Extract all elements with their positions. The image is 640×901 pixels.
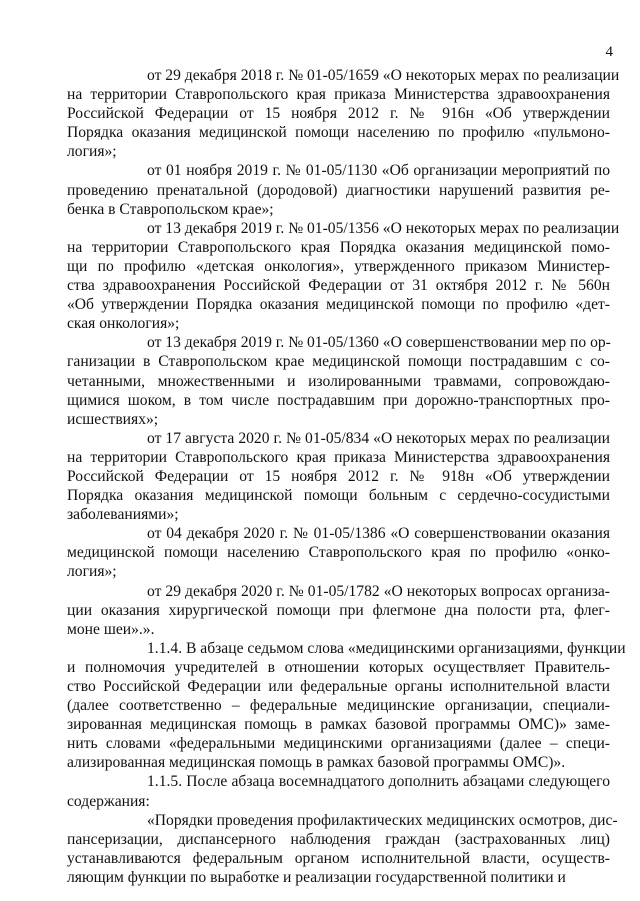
text-line: логия»; [67,143,117,161]
text-line: Порядка оказания медицинской помощи населению по профилю «пульмоно- [67,124,610,142]
text-line: от 13 декабря 2019 г. № 01-05/1360 «О совершенствовании мер по ор- [147,334,611,352]
page-number: 4 [605,44,613,60]
text-line: и полномочия учредителей в отношении которых осуществляет Правитель- [67,658,610,676]
text-line: от 29 декабря 2018 г. № 01-05/1659 «О некоторых мерах по реализации [147,67,620,84]
text-line: от 04 декабря 2020 г. № 01-05/1386 «О совершенствовании оказания [147,525,610,543]
paragraph-p4 [67,333,611,428]
text-line: на территории Ставропольского края приказа Министерства здравоохранения [67,86,610,104]
paragraph-p10 [67,811,618,887]
text-line: логия»; [67,563,117,581]
text-line: Российской Федерации от 15 ноября 2012 г. № 918н «Об утверждении [67,467,610,485]
text-line: пансеризации, диспансерного наблюдения граждан (застрахованных лиц) [67,830,610,848]
text-line: от 17 августа 2020 г. № 01-05/834 «О некоторых мерах по реализации [147,429,610,447]
text-line: содержания: [67,792,150,810]
text-line: ализированная медицинская помощь в рамках базовой программы ОМС)». [67,754,566,772]
paragraph-p6 [67,524,610,581]
text-line: 1.1.5. После абзаца восемнадцатого дополнить абзацами следующего [147,773,610,791]
text-line: ства здравоохранения Российской Федерации от 31 октября 2012 г. № 560н [67,277,610,295]
paragraph-p3 [67,219,620,334]
text-line: «Порядки проведения профилактических медицинских осмотров, дис- [147,811,618,829]
text-line: заболеваниями»; [67,506,179,524]
text-line: зированная медицинская помощь в рамках базовой программы ОМС)» заме- [67,716,610,734]
text-line: «Об утверждении Порядка оказания медицинской помощи по профилю «дет- [67,296,610,314]
text-line: 1.1.4. В абзаце седьмом слова «медицинскими организациями, функции [147,639,626,657]
text-line: медицинской помощи населению Ставропольского края по профилю «онко- [67,544,610,562]
text-line: ганизации в Ставропольском крае медицинской помощи пострадавшим с со- [67,353,610,371]
text-line: (далее соответственно – федеральные медицинские организации, специали- [67,697,610,715]
text-line: нить словами «федеральными медицинскими организациями (далее – специ- [67,735,610,753]
paragraph-p2 [67,161,610,218]
text-line: исшествиях»; [67,410,159,428]
paragraph-p1 [67,66,620,161]
text-line: от 29 декабря 2020 г. № 01-05/1782 «О некоторых вопросах организа- [147,582,610,600]
text-line: бенка в Ставропольском крае»; [67,200,274,218]
text-line: на территории Ставропольского края Порядка оказания медицинской помо- [67,238,610,256]
paragraph-p8 [67,639,626,773]
paragraph-p5 [67,429,610,524]
paragraph-p9 [67,772,610,810]
text-line: моне шеи».». [67,620,155,638]
text-line: Российской Федерации от 15 ноября 2012 г. № 916н «Об утверждении [67,105,610,123]
text-line: ляющим функции по выработке и реализации государственной политики и [67,868,566,886]
text-line: проведению пренатальной (дородовой) диагностики нарушений развития ре- [67,181,610,199]
text-line: щи по профилю «детская онкология», утвержденного приказом Министер- [67,257,610,275]
text-line: Порядка оказания медицинской помощи больным с сердечно-сосудистыми [67,487,610,505]
text-line: устанавливаются федеральным органом исполнительной власти, осуществ- [67,849,610,867]
text-line: щимися шоком, в том числе пострадавшим при дорожно-транспортных про- [67,391,610,409]
paragraph-p7 [67,582,610,639]
text-line: от 13 декабря 2019 г. № 01-05/1356 «О некоторых мерах по реализации [147,219,620,237]
text-line: на территории Ставропольского края приказа Министерства здравоохранения [67,448,610,466]
text-line: ство Российской Федерации или федеральные органы исполнительной власти [67,678,610,695]
text-line: от 01 ноября 2019 г. № 01-05/1130 «Об организации мероприятий по [147,162,610,180]
document-body [67,66,626,887]
text-line: ская онкология»; [67,315,180,333]
text-line: ции оказания хирургической помощи при флегмоне дна полости рта, флег- [67,601,610,619]
text-line: четанными, множественными и изолированными травмами, сопровождаю- [67,372,610,390]
